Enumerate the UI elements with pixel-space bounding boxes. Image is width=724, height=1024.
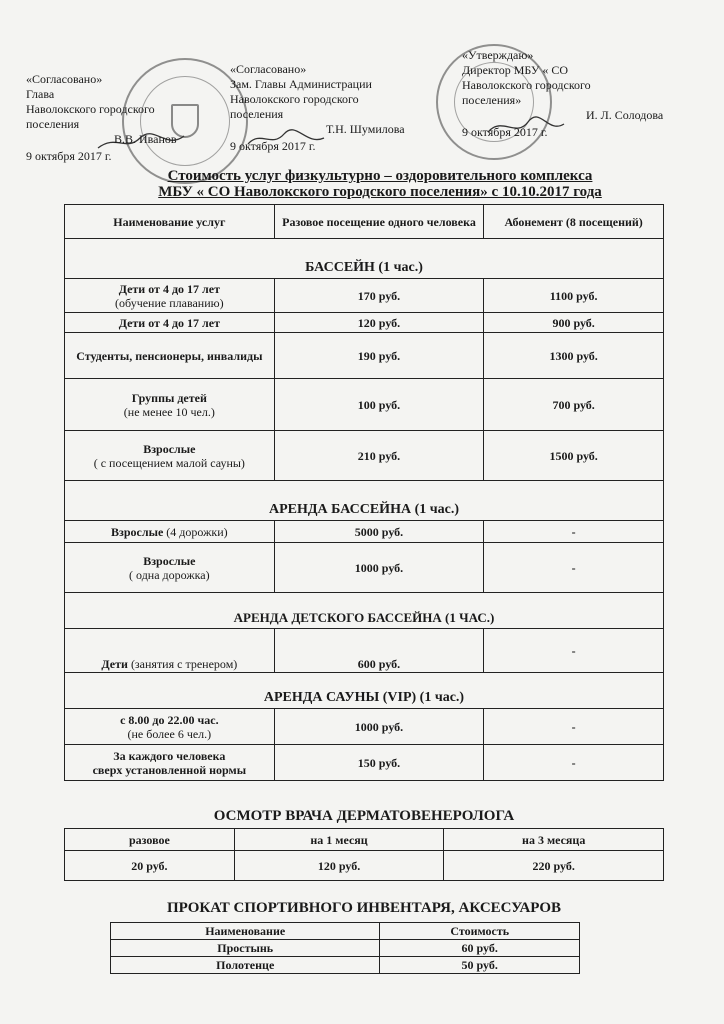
main-price-table: [64, 204, 664, 781]
rental-price-table: [110, 922, 580, 974]
table-header-row: [65, 829, 664, 851]
table-row: [65, 629, 664, 673]
approval-header: «Согласовано»: [26, 72, 103, 86]
approval-signer: И. Л. Солодова: [586, 108, 664, 122]
section-title-sauna: АРЕНДА САУНЫ (VIP) (1 час.): [65, 673, 664, 709]
table-row: [65, 313, 664, 333]
service-cell: Взрослые ( одна дорожка): [65, 543, 275, 593]
subscription-price-cell: -: [484, 543, 664, 593]
table-row: [65, 851, 664, 881]
header-cell: на 3 месяца: [444, 829, 664, 851]
approval-date: 9 октября 2017 г.: [230, 139, 316, 153]
section-title-pool-rent: АРЕНДА БАССЕЙНА (1 час.): [65, 481, 664, 521]
subscription-price-cell: -: [484, 629, 664, 673]
subscription-price-cell: -: [484, 709, 664, 745]
approval-line: Директор МБУ « СО: [462, 63, 568, 77]
approval-line: Зам. Главы Администрации: [230, 77, 372, 91]
subscription-price-cell: 900 руб.: [484, 313, 664, 333]
header-cell: Наименование услуг: [65, 205, 275, 239]
approval-line: поселения: [230, 107, 284, 121]
item-price-cell: 50 руб.: [380, 957, 580, 974]
approval-header: «Согласовано»: [230, 62, 307, 76]
service-cell: Группы детей (не менее 10 чел.): [65, 379, 275, 431]
service-cell: Взрослые (4 дорожки): [65, 521, 275, 543]
approval-date: 9 октября 2017 г.: [462, 125, 548, 139]
derm-section-title: ОСМОТР ВРАЧА ДЕРМАТОВЕНЕРОЛОГА: [213, 808, 515, 824]
table-header-row: [111, 923, 580, 940]
table-row: [65, 379, 664, 431]
item-name-cell: Полотенце: [111, 957, 380, 974]
section-row: [65, 593, 664, 629]
service-cell: Дети от 4 до 17 лет: [65, 313, 275, 333]
approval-line: Глава: [26, 87, 55, 101]
item-name-cell: Простынь: [111, 940, 380, 957]
header-cell: разовое: [65, 829, 235, 851]
section-row: [65, 673, 664, 709]
approval-line: Наволокского городского: [26, 102, 155, 116]
approval-line: Наволокского городского: [462, 78, 591, 92]
price-cell: 220 руб.: [444, 851, 664, 881]
table-row: [65, 543, 664, 593]
subscription-price-cell: -: [484, 745, 664, 781]
approval-line: поселения: [26, 117, 80, 131]
header-cell: Абонемент (8 посещений): [484, 205, 664, 239]
section-row: [65, 481, 664, 521]
price-cell: 20 руб.: [65, 851, 235, 881]
header-cell: на 1 месяц: [234, 829, 444, 851]
approval-block-head: [26, 72, 226, 164]
table-row: [111, 940, 580, 957]
approval-signer: В.В. Иванов: [114, 132, 177, 146]
table-row: [65, 745, 664, 781]
service-cell: Взрослые ( с посещением малой сауны): [65, 431, 275, 481]
single-price-cell: 120 руб.: [274, 313, 484, 333]
approval-signer: Т.Н. Шумилова: [326, 122, 405, 136]
service-cell: с 8.00 до 22.00 час. (не более 6 чел.): [65, 709, 275, 745]
header-cell: Наименование: [111, 923, 380, 940]
table-row: [65, 709, 664, 745]
section-title-pool: БАССЕЙН (1 час.): [65, 239, 664, 279]
service-cell: За каждого человека сверх установленной нормы: [65, 745, 275, 781]
rental-section-title: ПРОКАТ СПОРТИВНОГО ИНВЕНТАРЯ, АКСЕСУАРОВ: [166, 900, 562, 916]
subscription-price-cell: -: [484, 521, 664, 543]
single-price-cell: 5000 руб.: [274, 521, 484, 543]
table-row: [65, 333, 664, 379]
subscription-price-cell: 1500 руб.: [484, 431, 664, 481]
document-title: Стоимость услуг физкультурно – оздоровительного комплекса: [167, 168, 593, 184]
header-cell: Разовое посещение одного человека: [274, 205, 484, 239]
subscription-price-cell: 1300 руб.: [484, 333, 664, 379]
approval-block-deputy: [230, 62, 450, 154]
single-price-cell: 1000 руб.: [274, 709, 484, 745]
subscription-price-cell: 1100 руб.: [484, 279, 664, 313]
subscription-price-cell: 700 руб.: [484, 379, 664, 431]
table-header-row: [65, 205, 664, 239]
section-title-kids-pool: АРЕНДА ДЕТСКОГО БАССЕЙНА (1 ЧАС.): [65, 593, 664, 629]
section-row: [65, 239, 664, 279]
single-price-cell: 1000 руб.: [274, 543, 484, 593]
table-row: [65, 431, 664, 481]
document-subtitle: МБУ « СО Наволокского городского поселения» с 10.10.2017 года: [158, 184, 602, 200]
service-cell: Дети от 4 до 17 лет (обучение плаванию): [65, 279, 275, 313]
derm-price-table: [64, 828, 664, 881]
service-cell: Дети (занятия с тренером): [65, 629, 275, 673]
single-price-cell: 100 руб.: [274, 379, 484, 431]
approval-line: поселения»: [462, 93, 522, 107]
approval-block-director: [462, 48, 692, 140]
item-price-cell: 60 руб.: [380, 940, 580, 957]
single-price-cell: 190 руб.: [274, 333, 484, 379]
single-price-cell: 600 руб.: [274, 629, 484, 673]
service-cell: Студенты, пенсионеры, инвалиды: [65, 333, 275, 379]
single-price-cell: 210 руб.: [274, 431, 484, 481]
table-row: [65, 521, 664, 543]
single-price-cell: 150 руб.: [274, 745, 484, 781]
approval-line: Наволокского городского: [230, 92, 359, 106]
price-cell: 120 руб.: [234, 851, 444, 881]
table-row: [111, 957, 580, 974]
approval-date: 9 октября 2017 г.: [26, 149, 112, 163]
single-price-cell: 170 руб.: [274, 279, 484, 313]
header-cell: Стоимость: [380, 923, 580, 940]
table-row: [65, 279, 664, 313]
approval-header: «Утверждаю»: [462, 48, 534, 62]
